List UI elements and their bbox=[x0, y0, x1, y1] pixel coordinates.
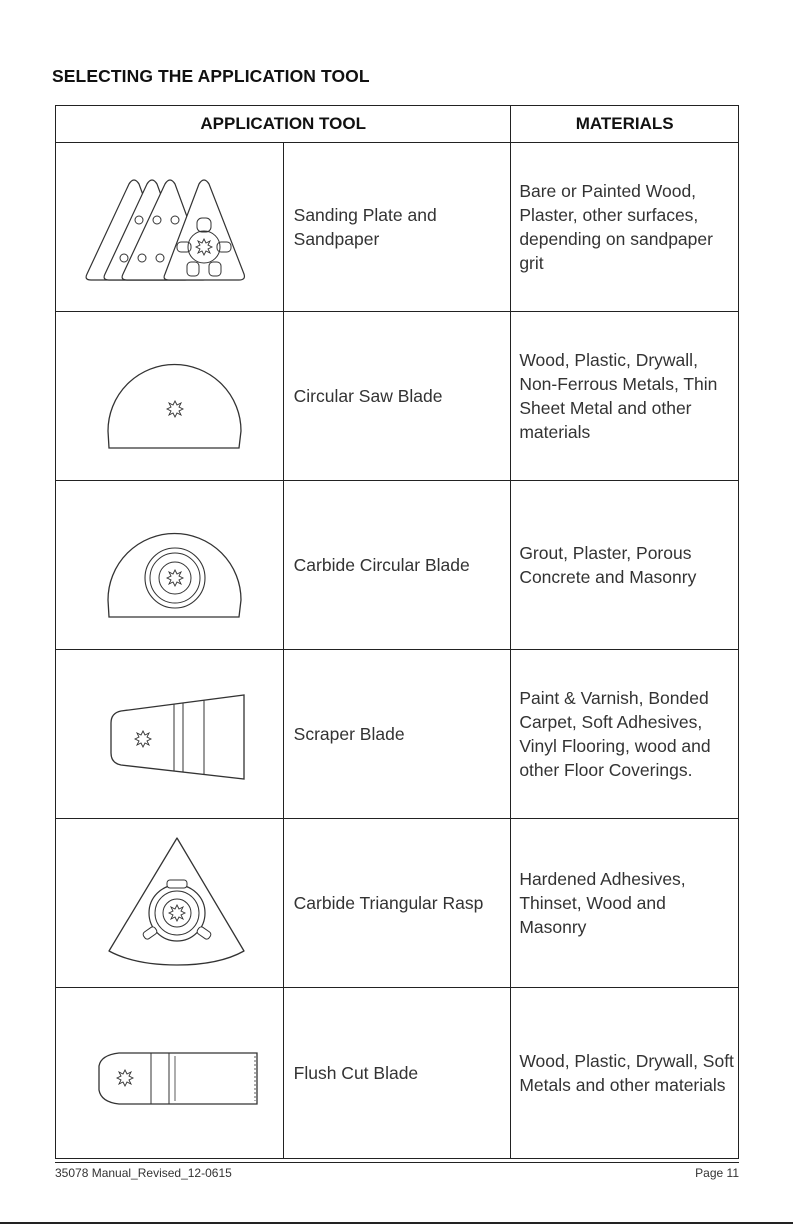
page-footer bbox=[55, 1162, 739, 1180]
scraper-blade-icon bbox=[79, 669, 259, 799]
section-title: SELECTING THE APPLICATION TOOL bbox=[52, 66, 370, 86]
footer-page-number: Page 11 bbox=[695, 1166, 739, 1180]
footer-document-id: 35078 Manual_Revised_12-0615 bbox=[55, 1166, 232, 1180]
header-materials: MATERIALS bbox=[511, 106, 739, 143]
table-row bbox=[56, 481, 739, 650]
tool-image-cell bbox=[56, 312, 284, 481]
circular-saw-blade-icon bbox=[79, 331, 259, 461]
tool-materials: Bare or Painted Wood, Plaster, other surfaces, depending on sandpaper grit bbox=[511, 143, 739, 312]
tool-name: Flush Cut Blade bbox=[283, 988, 511, 1159]
tool-materials: Wood, Plastic, Drywall, Soft Metals and other materials bbox=[511, 988, 739, 1159]
tool-image-cell bbox=[56, 481, 284, 650]
tool-name: Carbide Triangular Rasp bbox=[283, 819, 511, 988]
carbide-triangular-rasp-icon bbox=[79, 833, 259, 973]
table-header-row bbox=[56, 106, 739, 143]
tool-name: Circular Saw Blade bbox=[283, 312, 511, 481]
tool-image-cell bbox=[56, 650, 284, 819]
sanding-plate-icon bbox=[79, 162, 259, 292]
tool-materials: Wood, Plastic, Drywall, Non-Ferrous Metals, Thin Sheet Metal and other materials bbox=[511, 312, 739, 481]
table-row bbox=[56, 143, 739, 312]
tool-materials: Hardened Adhesives, Thinset, Wood and Masonry bbox=[511, 819, 739, 988]
table-row bbox=[56, 650, 739, 819]
bottom-divider bbox=[0, 1222, 793, 1224]
table-row bbox=[56, 988, 739, 1159]
tool-image-cell bbox=[56, 988, 284, 1159]
table-row bbox=[56, 819, 739, 988]
tool-name: Scraper Blade bbox=[283, 650, 511, 819]
tool-materials: Paint & Varnish, Bonded Carpet, Soft Adhesives, Vinyl Flooring, wood and other Floor Coverings. bbox=[511, 650, 739, 819]
application-tool-table bbox=[55, 105, 739, 1159]
tool-name: Sanding Plate and Sandpaper bbox=[283, 143, 511, 312]
table-row bbox=[56, 312, 739, 481]
header-application-tool: APPLICATION TOOL bbox=[56, 106, 511, 143]
tool-image-cell bbox=[56, 143, 284, 312]
flush-cut-blade-icon bbox=[79, 1008, 259, 1138]
tool-materials: Grout, Plaster, Porous Concrete and Masonry bbox=[511, 481, 739, 650]
tool-name: Carbide Circular Blade bbox=[283, 481, 511, 650]
tool-image-cell bbox=[56, 819, 284, 988]
carbide-circular-blade-icon bbox=[79, 500, 259, 630]
